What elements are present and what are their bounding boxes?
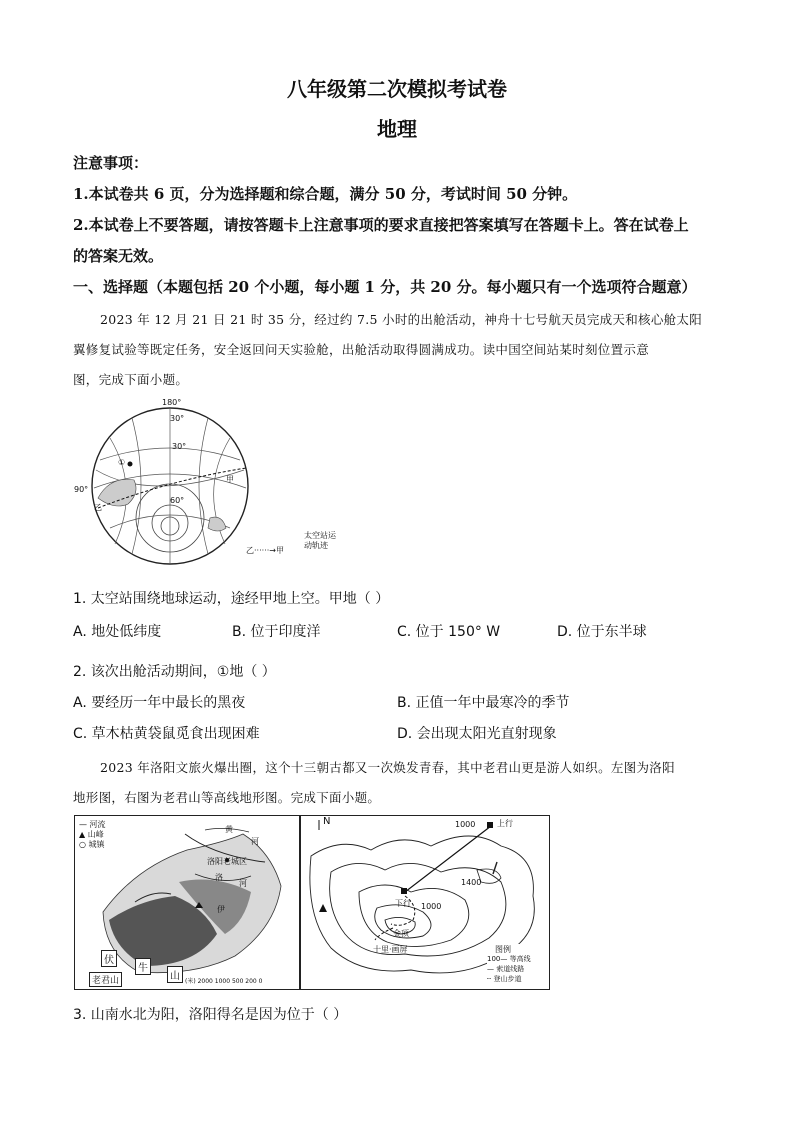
orbit-legend bbox=[246, 531, 336, 557]
notice-item-2-line2: 的答案无效。 bbox=[73, 247, 164, 265]
label-niu: 牛 bbox=[135, 958, 151, 975]
contour-1000-top: 1000 bbox=[455, 820, 476, 829]
laojunshan-contour-map bbox=[300, 815, 550, 990]
label-30-top: 30° bbox=[170, 414, 185, 423]
q1-option-d[interactable]: D. 位于东半球 bbox=[557, 624, 647, 640]
section-1-heading: 一、选择题（本题包括 20 个小题，每小题 1 分，共 20 分。每小题只有一个选项符合题意） bbox=[73, 278, 697, 296]
legend-yi: 乙 bbox=[246, 546, 254, 555]
label-yi: 乙 bbox=[94, 503, 102, 512]
legend-title: 图例 bbox=[495, 945, 511, 954]
exam-title: 八年级第二次模拟考试卷 bbox=[287, 77, 507, 101]
space-station-map bbox=[70, 398, 340, 573]
legend-city: ○ 城镇 bbox=[79, 840, 105, 849]
legend-jia: 甲 bbox=[275, 546, 284, 555]
notice-item-1: 1.本试卷共 6 页，分为选择题和综合题，满分 50 分，考试时间 50 分钟。 bbox=[73, 185, 578, 203]
label-huang: 黄 bbox=[225, 825, 233, 834]
label-shangxing: 上行 bbox=[497, 819, 513, 828]
passage-2-line2: 地形图，右图为老君山等高线地形图。完成下面小题。 bbox=[73, 790, 381, 805]
label-30-mid: 30° bbox=[172, 442, 187, 451]
label-jinding: 金顶 bbox=[393, 929, 409, 938]
legend-text-2: 动轨迹 bbox=[304, 541, 328, 550]
legend-peak: ▲ 山峰 bbox=[79, 830, 104, 839]
passage-2-line1: 2023 年洛阳文旅火爆出圈，这个十三朝古都又一次焕发青春，其中老君山更是游人如织。左图为洛阳 bbox=[100, 760, 675, 775]
contour-legend bbox=[487, 944, 545, 986]
label-xiaxing: 下行 bbox=[395, 899, 411, 908]
passage-1-line3: 图，完成下面小题。 bbox=[73, 372, 189, 387]
q3-stem: 3. 山南水北为阳，洛阳得名是因为位于（ ） bbox=[73, 1007, 348, 1023]
north-arrow: N bbox=[323, 816, 331, 827]
q1-option-b[interactable]: B. 位于印度洋 bbox=[232, 624, 321, 640]
label-shan: 山 bbox=[167, 966, 183, 983]
label-luo: 洛 bbox=[215, 873, 223, 882]
contour-1000-mid: 1000 bbox=[421, 902, 442, 911]
luoyang-terrain-map bbox=[74, 815, 300, 990]
exam-subject: 地理 bbox=[377, 117, 417, 141]
legend-text-1: 太空站运 bbox=[304, 531, 336, 540]
legend-river: — 河流 bbox=[79, 820, 106, 829]
label-fu: 伏 bbox=[101, 950, 117, 967]
legend-trail: ┄ 登山步道 bbox=[487, 975, 522, 983]
label-laojunshan: 老君山 bbox=[89, 972, 122, 987]
notice-item-2-line1: 2.本试卷上不要答题，请按答题卡上注意事项的要求直接把答案填写在答题卡上。答在试卷上 bbox=[73, 216, 689, 234]
label-luoyang: 洛阳老城区 bbox=[207, 857, 247, 866]
q2-option-d[interactable]: D. 会出现太阳光直射现象 bbox=[397, 726, 557, 742]
label-90: 90° bbox=[74, 485, 89, 494]
notice-heading: 注意事项： bbox=[73, 154, 149, 172]
label-he-2: 河 bbox=[239, 879, 247, 888]
legend-cable: — 索道线路 bbox=[487, 965, 525, 973]
legend-contour: 100— 等高线 bbox=[487, 955, 531, 963]
label-shilihualang: 十里·画屏 bbox=[373, 945, 408, 954]
label-yi: 伊 bbox=[217, 905, 225, 914]
q1-option-c[interactable]: C. 位于 150° W bbox=[397, 624, 501, 640]
q2-stem: 2. 该次出舱活动期间，①地（ ） bbox=[73, 664, 276, 680]
label-point-1: ① bbox=[118, 458, 126, 467]
contour-1400: 1400 bbox=[461, 878, 482, 887]
label-he: 河 bbox=[251, 837, 259, 846]
label-60: 60° bbox=[170, 496, 185, 505]
passage-1-line2: 翼修复试验等既定任务，安全返回问天实验舱，出舱活动取得圆满成功。读中国空间站某时刻位置示意 bbox=[73, 342, 650, 357]
label-jia: 甲 bbox=[226, 475, 234, 484]
q2-option-c[interactable]: C. 草木枯黄袋鼠觅食出现困难 bbox=[73, 726, 260, 742]
q1-stem: 1. 太空站围绕地球运动，途经甲地上空。甲地（ ） bbox=[73, 591, 390, 607]
q1-option-a[interactable]: A. 地处低纬度 bbox=[73, 624, 162, 640]
q2-option-a[interactable]: A. 要经历一年中最长的黑夜 bbox=[73, 695, 246, 711]
label-180: 180° bbox=[162, 398, 182, 407]
q2-option-b[interactable]: B. 正值一年中最寒冷的季节 bbox=[397, 695, 570, 711]
passage-1-line1: 2023 年 12 月 21 日 21 时 35 分，经过约 7.5 小时的出舱活动，神舟十七号航天员完成天和核心舱太阳 bbox=[100, 312, 703, 327]
elevation-scale: (米) 2000 1000 500 200 0 bbox=[185, 978, 263, 985]
legend-arrow: ······→ bbox=[254, 546, 276, 555]
